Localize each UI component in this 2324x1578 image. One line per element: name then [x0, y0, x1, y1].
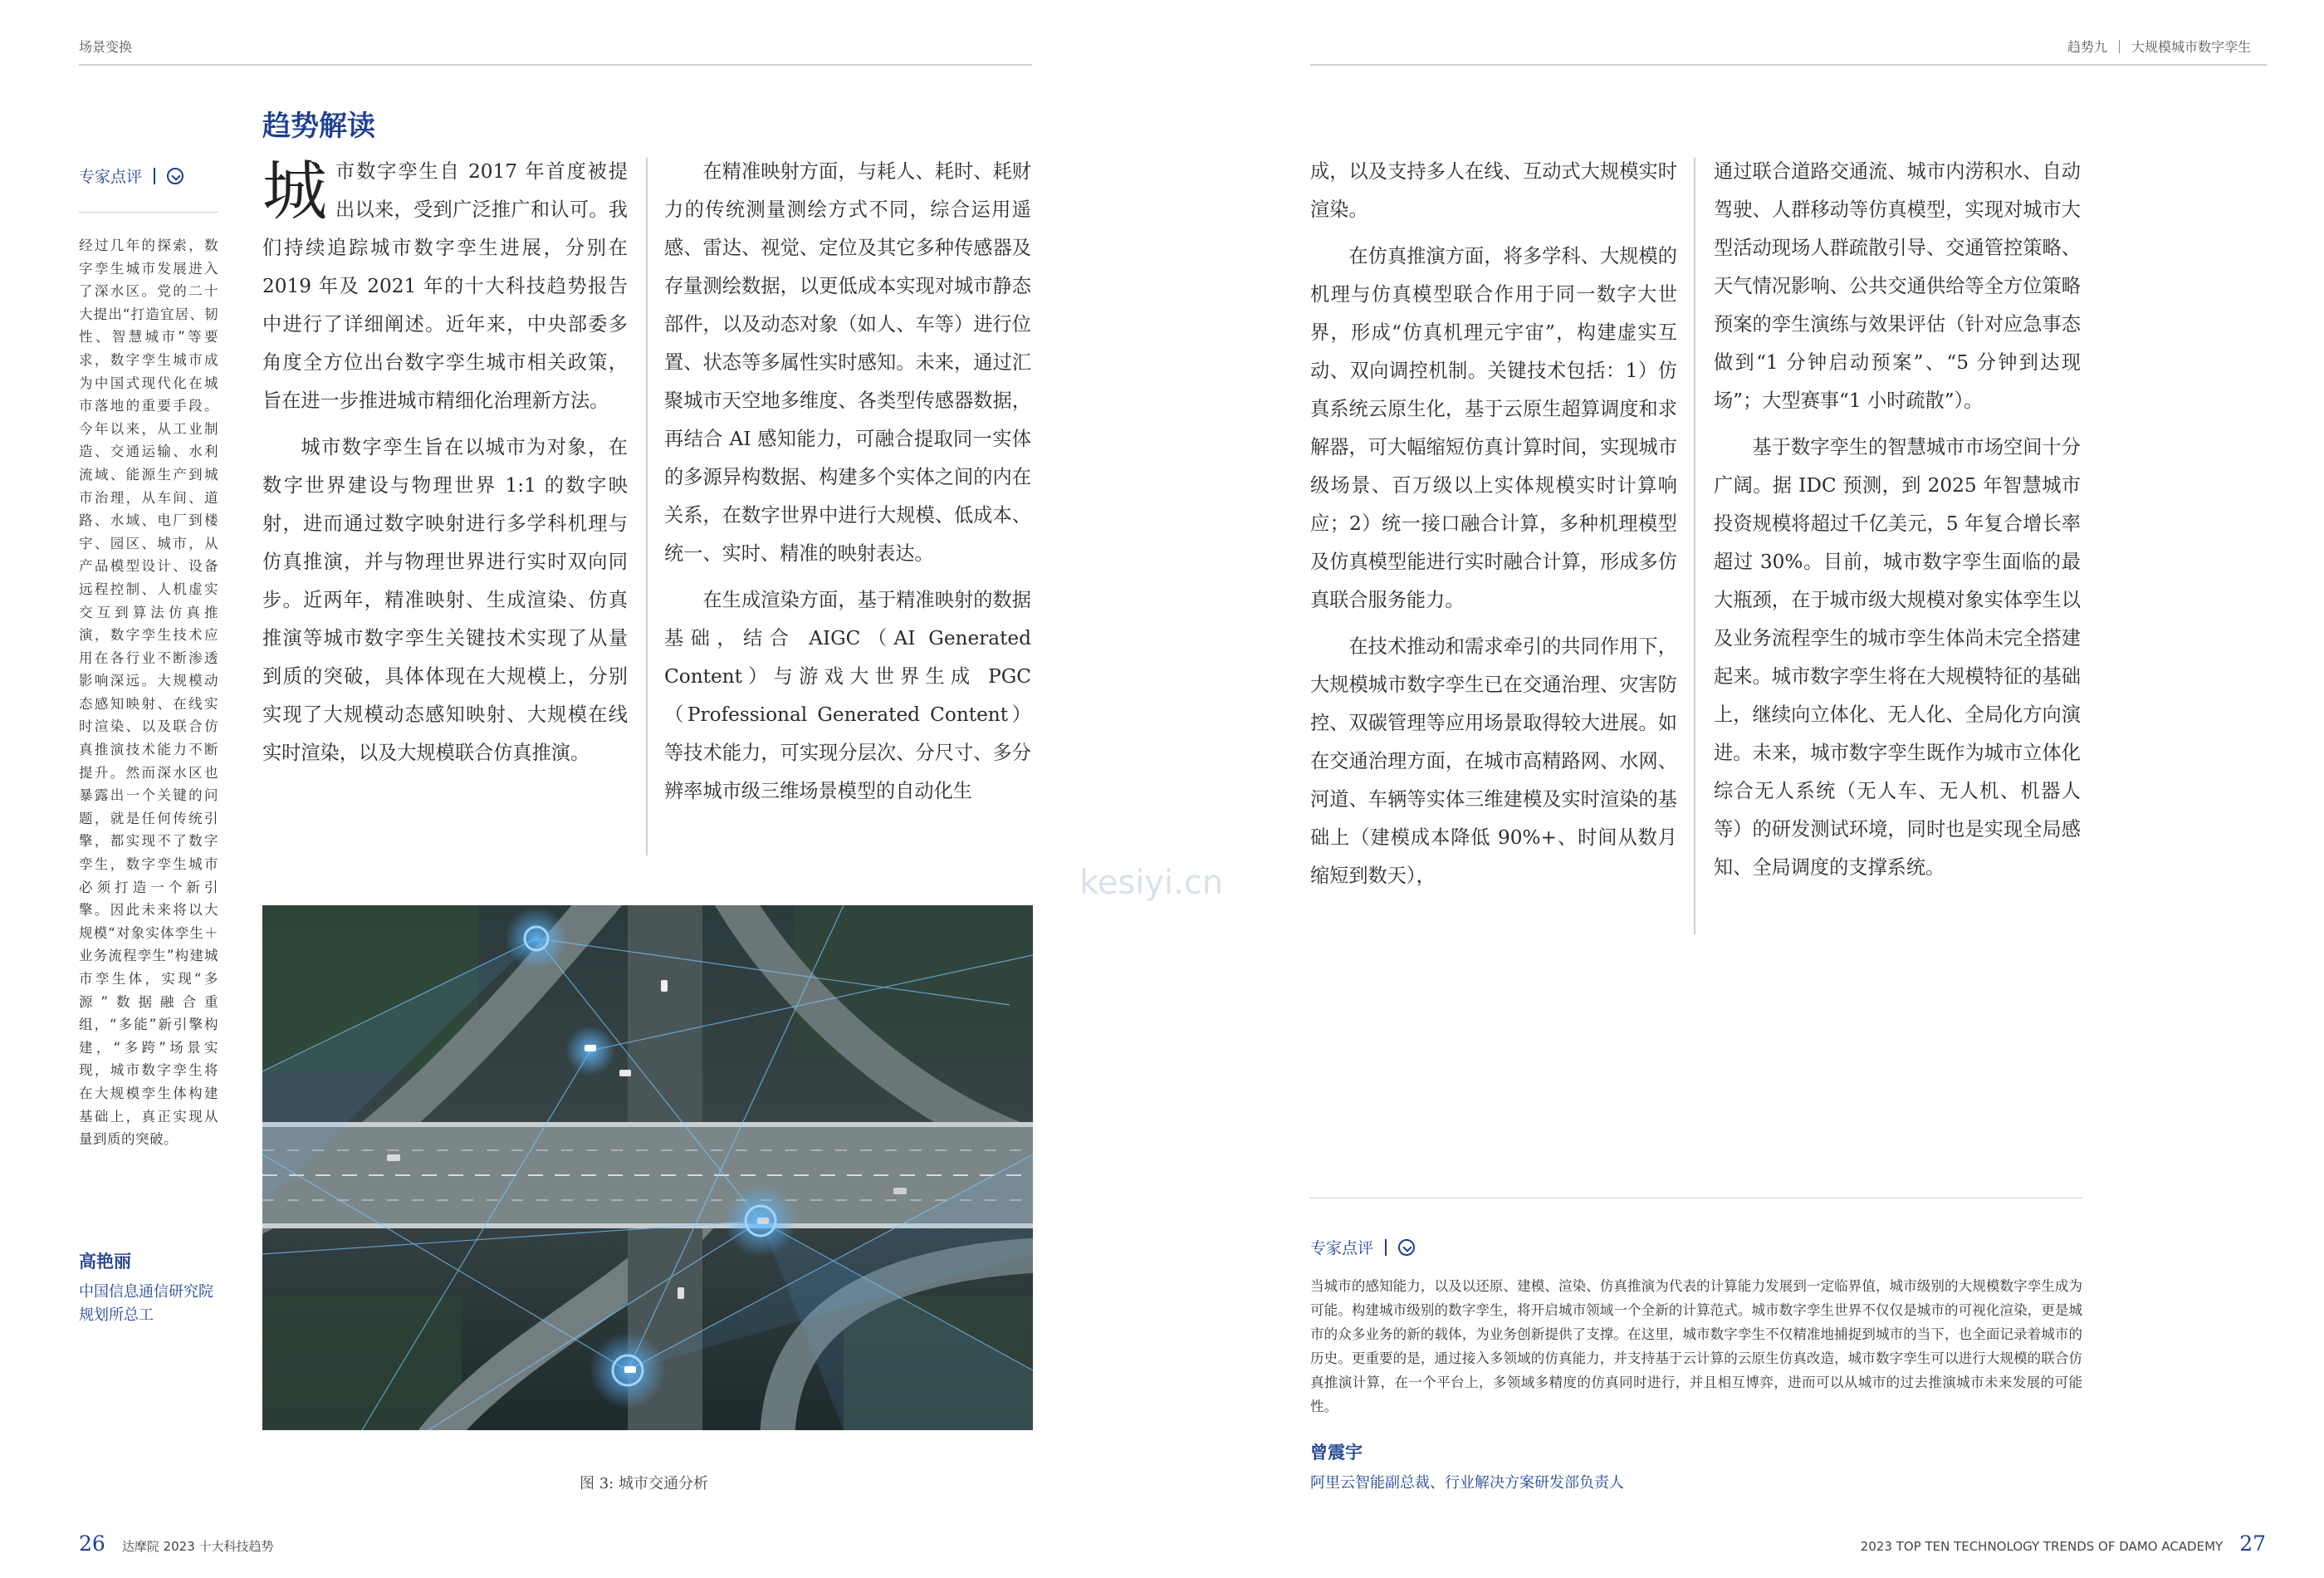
col4-paragraph-2: 基于数字孪生的智慧城市市场空间十分广阔。据 IDC 预测，到 2025 年智慧城市投资规模将超过千亿美元，5 年复合增长率超过 30%。目前，城市数字孪生面临的最大瓶颈，在于城市级大规模对象实体孪生以及业务流程孪生的城市孪生体尚未完全搭建起来。城市数字孪生将在大规模特征的基础上，继续向立体化、无人化、全局化方向演进。未来，城市数字孪生既作为城市立体化综合无人系统（无人车、无人机、机器人等）的研发测试环境，同时也是实现全局感知、全局调度的支撑系统。: [1714, 436, 2081, 879]
left-expert-comment: 经过几年的探索，数字孪生城市发展进入了深水区。党的二十大提出“打造宜居、韧性、智慧城市”等要求，数字孪生城市成为中国式现代化在城市落地的重要手段。今年以来，从工业制造、交通运输、水利流域、能源生产到城市治理，从车间、道路、水域、电厂到楼宇、园区、城市，从产品模型设计、设备远程控制、人机虚实交互到算法仿真推演，数字孪生技术应用在各行业不断渗透影响深远。大规模动态感知映射、在线实时渲染、以及联合仿真推演技术能力不断提升。然而深水区也暴露出一个关键的问题，就是任何传统引擎，都实现不了数字孪生，数字孪生城市必须打造一个新引擎。因此未来将以大规模“对象实体孪生＋业务流程孪生”构建城市孪生体，实现“多源”数据融合重组，“多能”新引擎构建，“多跨”场景实现，城市数字孪生将在大规模孪生体构建基础上，真正实现从量到质的突破。: [79, 238, 218, 1148]
body-column-2: [664, 153, 1031, 819]
header-divider: [2119, 40, 2120, 53]
footer-left-text: 达摩院 2023 十大科技趋势: [121, 1539, 274, 1554]
aerial-highway-illustration: [262, 905, 1033, 1430]
left-expert-role: 中国信息通信研究院规划所总工: [79, 1283, 213, 1324]
dropcap: 城: [262, 154, 328, 229]
page-number-right: 27: [2239, 1531, 2266, 1556]
col3-paragraph-3: 在技术推动和需求牵引的共同作用下，大规模城市数字孪生已在交通治理、灾害防控、双碳管理等应用场景取得较大进展。如在交通治理方面，在城市高精路网、水网、河道、车辆等实体三维建模及实时渲染的基础上（建模成本降低 90%+、时间从数月缩短到数天），: [1310, 635, 1677, 887]
header-section-label: 场景变换: [79, 39, 133, 55]
header-trend-title: 大规模城市数字孪生: [2131, 39, 2252, 55]
header-right: [2067, 37, 2251, 56]
watermark-text: kesiyi.cn: [1079, 864, 1224, 902]
col1-paragraph-2: 城市数字孪生旨在以城市为对象，在数字世界建设与物理世界 1:1 的数字映射，进而通过数字映射进行多学科机理与仿真推演，并与物理世界进行实时双向同步。近两年，精准映射、生成渲染、仿真推演等城市数字孪生关键技术实现了从量到质的突破，具体体现在大规模上，分别实现了大规模动态感知映射、大规模在线实时渲染，以及大规模联合仿真推演。: [262, 436, 628, 764]
left-expert-rule: [79, 212, 218, 213]
column-divider-left: [646, 158, 648, 855]
body-column-1: [262, 153, 628, 781]
body-column-4: [1714, 153, 2081, 895]
left-expert-label: [79, 164, 183, 187]
circle-chevron-down-icon: [167, 168, 183, 184]
col2-paragraph-1: 在精准映射方面，与耗人、耗时、耗财力的传统测量测绘方式不同，综合运用遥感、雷达、视觉、定位及其它多种传感器及存量测绘数据，以更低成本实现对城市静态部件，以及动态对象（如人、车等）进行位置、状态等多属性实时感知。未来，通过汇聚城市天空地多维度、各类型传感器数据，再结合 AI 感知能力，可融合提取同一实体的多源异构数据、构建多个实体之间的内在关系，在数字世界中进行大规模、低成本、统一、实时、精准的映射表达。: [664, 160, 1031, 565]
footer-right: [1861, 1531, 2266, 1556]
col3-paragraph-1: 成，以及支持多人在线、互动式大规模实时渲染。: [1310, 160, 1677, 221]
body-column-3: [1310, 153, 1677, 904]
right-expert-divider: [1385, 1239, 1387, 1256]
left-expert-divider: [154, 168, 155, 184]
col3-paragraph-2: 在仿真推演方面，将多学科、大规模的机理与仿真模型联合作用于同一数字大世界，形成“仿真机理元宇宙”，构建虚实互动、双向调控机制。关键技术包括：1）仿真系统云原生化，基于云原生超算调度和求解器，可大幅缩短仿真计算时间，实现城市级场景、百万级以上实体规模实时计算响应；2）统一接口融合计算，多种机理模型及仿真模型能进行实时融合计算，形成多仿真联合服务能力。: [1310, 245, 1677, 611]
footer-right-text: 2023 TOP TEN TECHNOLOGY TRENDS OF DAMO ACADEMY: [1860, 1539, 2224, 1554]
header-rule-left: [79, 64, 1032, 66]
col2-paragraph-2: 在生成渲染方面，基于精准映射的数据基础，结合 AIGC（AI Generated Content）与游戏大世界生成 PGC（Professional Generated Content）等技术能力，可实现分层次、分尺寸、多分辨率城市级三维场景模型的自动化生: [664, 589, 1031, 802]
right-expert-name: 曾震宇: [1310, 1443, 1363, 1463]
right-expert-role: 阿里云智能副总裁、行业解决方案研发部负责人: [1310, 1474, 1624, 1492]
column-divider-right: [1694, 158, 1695, 934]
col1-paragraph-1: [262, 153, 628, 420]
section-title: 趋势解读: [262, 110, 375, 143]
header-rule-right: [1310, 64, 2267, 66]
page-number-left: 26: [79, 1531, 105, 1556]
right-expert-label: [1310, 1236, 1415, 1258]
col1-p1-text: 市数字孪生自 2017 年首度被提出以来，受到广泛推广和认可。我们持续追踪城市数字孪生进展，分别在 2019 年及 2021 年的十大科技趋势报告中进行了详细阐述。近年来，中央部委多角度全方位出台数字孪生城市相关政策，旨在进一步推进城市精细化治理新方法。: [262, 160, 628, 412]
right-expert-comment: 当城市的感知能力，以及以还原、建模、渲染、仿真推演为代表的计算能力发展到一定临界值，城市级别的大规模数字孪生成为可能。构建城市级别的数字孪生，将开启城市领域一个全新的计算范式。城市数字孪生世界不仅仅是城市的可视化渲染，更是城市的众多业务的新的载体，为业务创新提供了支撑。在这里，城市数字孪生不仅精准地捕捉到城市的当下，也全面记录着城市的历史。更重要的是，通过接入多领域的仿真能力，并支持基于云计算的云原生仿真改造，城市数字孪生可以进行大规模的联合仿真推演计算，在一个平台上，多领域多精度的仿真同时进行，并且相互博弈，进而可以从城市的过去推演城市未来发展的可能性。: [1310, 1278, 2082, 1414]
header-trend-number: 趋势九: [2067, 39, 2108, 55]
left-expert-label-text: 专家点评: [79, 168, 143, 186]
col4-paragraph-1: 通过联合道路交通流、城市内涝积水、自动驾驶、人群移动等仿真模型，实现对城市大型活动现场人群疏散引导、交通管控策略、天气情况影响、公共交通供给等全方位策略预案的孪生演练与效果评估（针对应急事态做到“1 分钟启动预案”、“5 分钟到达现场”；大型赛事“1 小时疏散”）。: [1714, 160, 2081, 412]
right-expert-label-text: 专家点评: [1310, 1239, 1374, 1257]
footer-left: [79, 1531, 274, 1556]
figure-caption: 图 3: 城市交通分析: [580, 1475, 708, 1492]
city-traffic-figure: [262, 905, 1033, 1430]
circle-chevron-down-icon: [1398, 1239, 1415, 1256]
left-expert-name: 高艳丽: [79, 1252, 131, 1272]
